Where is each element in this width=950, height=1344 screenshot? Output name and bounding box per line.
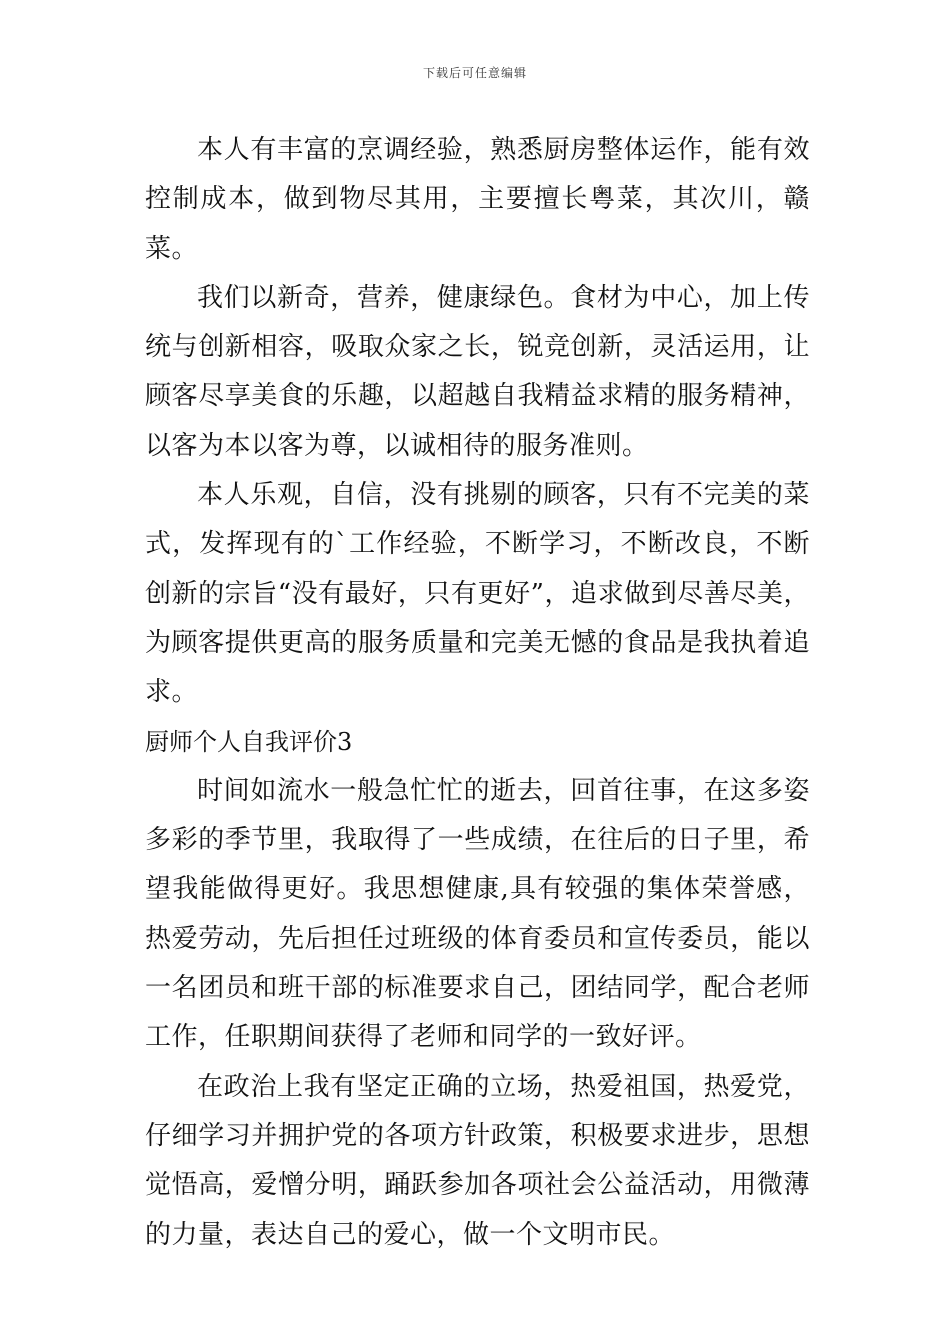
section-heading: 厨师个人自我评价3 xyxy=(145,727,353,756)
paragraph-1: 本人有丰富的烹调经验，熟悉厨房整体运作，能有效控制成本，做到物尽其用，主要擅长粤菜，其次川，赣菜。 xyxy=(145,135,810,264)
document-body xyxy=(145,126,810,1260)
section-paragraph-1: 时间如流水一般急忙忙的逝去，回首往事，在这多姿多彩的季节里，我取得了一些成绩，在往后的日子里，希望我能做得更好。我思想健康,具有较强的集体荣誉感，热爱劳动，先后担任过班级的体育委员和宣传委员，能以一名团员和班干部的标准要求自己，团结同学，配合老师工作，任职期间获得了老师和同学的一致好评。 xyxy=(145,775,810,1053)
paragraph-2: 我们以新奇，营养，健康绿色。食材为中心，加上传统与创新相容，吸取众家之长，锐竞创新，灵活运用，让顾客尽享美食的乐趣，以超越自我精益求精的服务精神，以客为本以客为尊，以诚相待的服务准则。 xyxy=(145,282,810,461)
header-note: 下载后可任意编辑 xyxy=(422,66,527,80)
paragraph-3: 本人乐观，自信，没有挑剔的顾客，只有不完美的菜式，发挥现有的`工作经验，不断学习，不断改良，不断创新的宗旨“没有最好，只有更好”，追求做到尽善尽美，为顾客提供更高的服务质量和完美无憾的食品是我执着追求。 xyxy=(145,480,810,708)
section-paragraph-2: 在政治上我有坚定正确的立场，热爱祖国，热爱党，仔细学习并拥护党的各项方针政策，积极要求进步，思想觉悟高，爱憎分明，踊跃参加各项社会公益活动，用微薄的力量，表达自己的爱心，做一个文明市民。 xyxy=(145,1071,810,1250)
